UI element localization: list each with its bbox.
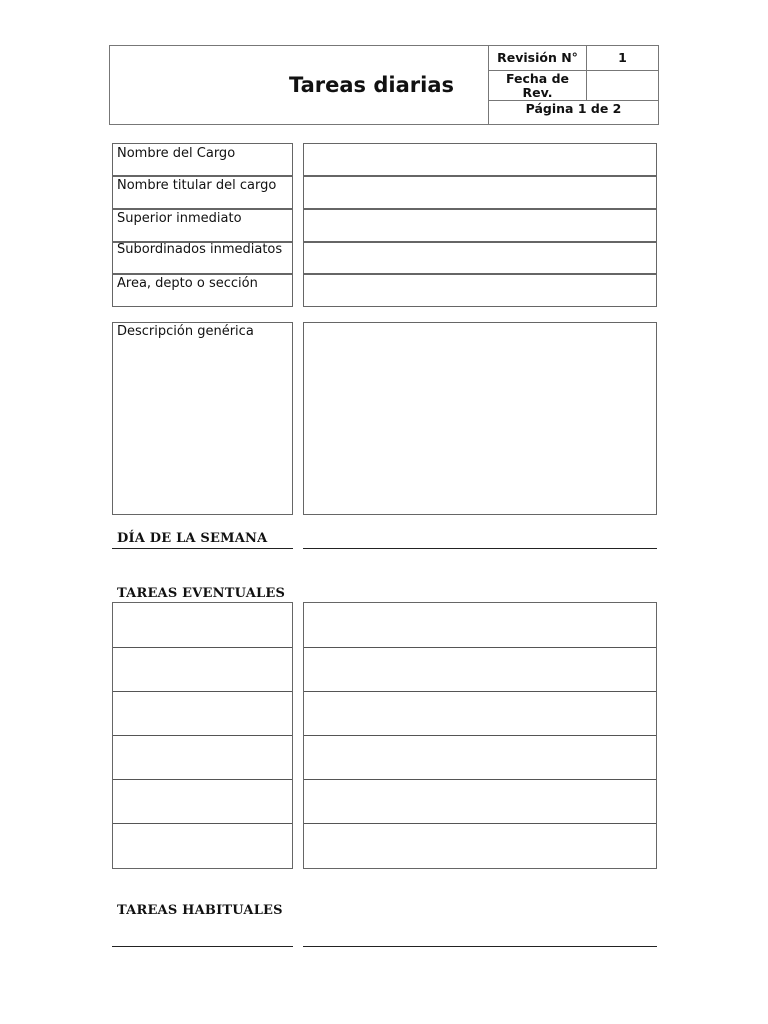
field-label-position-name: Nombre del Cargo — [112, 143, 293, 177]
field-value-holder-name[interactable] — [303, 175, 657, 210]
day-of-week-input-line[interactable] — [303, 548, 657, 549]
occasional-tasks-left-column — [112, 602, 293, 869]
table-row[interactable] — [113, 647, 292, 692]
occasional-tasks-right-column — [303, 602, 657, 869]
table-row[interactable] — [304, 647, 656, 692]
field-label-direct-superior: Superior inmediato — [112, 208, 293, 243]
page-number: Página 1 de 2 — [488, 100, 659, 125]
field-value-direct-superior[interactable] — [303, 208, 657, 243]
revision-date-label: Fecha de Rev. — [488, 70, 587, 101]
field-value-direct-subordinates[interactable] — [303, 241, 657, 275]
occasional-tasks-label: TAREAS EVENTUALES — [117, 586, 286, 601]
revision-label: Revisión N° — [488, 45, 587, 71]
field-value-area-department[interactable] — [303, 273, 657, 307]
table-row[interactable] — [113, 779, 292, 824]
table-row[interactable] — [113, 735, 292, 780]
table-row[interactable] — [304, 691, 656, 736]
table-row[interactable] — [304, 603, 656, 648]
field-label-direct-subordinates: Subordinados inmediatos — [112, 241, 293, 275]
revision-date-value[interactable] — [586, 70, 659, 101]
revision-value: 1 — [586, 45, 659, 71]
field-label-holder-name: Nombre titular del cargo — [112, 175, 293, 210]
regular-tasks-input-line[interactable] — [303, 946, 657, 947]
day-of-week-label: DÍA DE LA SEMANA — [117, 531, 268, 546]
table-row[interactable] — [113, 691, 292, 736]
regular-tasks-left-line[interactable] — [112, 946, 293, 947]
field-value-position-name[interactable] — [303, 143, 657, 177]
table-row[interactable] — [304, 779, 656, 824]
table-row[interactable] — [113, 603, 292, 648]
table-row[interactable] — [304, 735, 656, 780]
description-label: Descripción genérica — [112, 322, 293, 515]
day-of-week-left-line — [112, 548, 293, 549]
regular-tasks-label: TAREAS HABITUALES — [117, 903, 283, 918]
description-value[interactable] — [303, 322, 657, 515]
document-title: Tareas diarias — [289, 73, 454, 97]
field-label-area-department: Area, depto o sección — [112, 273, 293, 307]
